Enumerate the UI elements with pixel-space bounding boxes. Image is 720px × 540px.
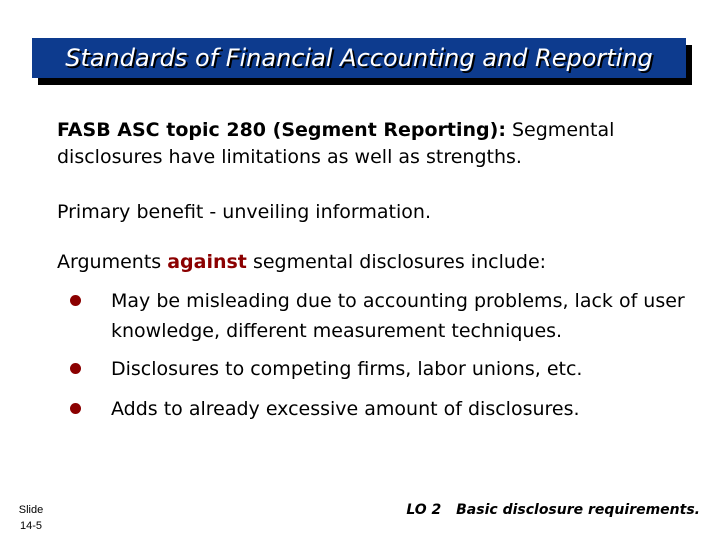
arguments-heading bbox=[57, 249, 546, 276]
bullet-item bbox=[70, 286, 691, 346]
slide-number-value: 14-5 bbox=[19, 520, 43, 532]
footer-learning-objective bbox=[406, 502, 700, 518]
bullet-text: Adds to already excessive amount of disclosures. bbox=[111, 398, 580, 420]
against-emphasis: against bbox=[167, 251, 247, 273]
arguments-suffix: segmental disclosures include: bbox=[252, 251, 547, 273]
bullet-dot-icon bbox=[70, 403, 81, 414]
slide-title: Standards of Financial Accounting and Reporting bbox=[65, 44, 653, 72]
intro-text: Segmental disclosures have limitations as well as strengths. bbox=[57, 119, 615, 168]
primary-benefit-text: Primary benefit - unveiling information. bbox=[57, 201, 431, 223]
bullet-item bbox=[70, 394, 691, 424]
intro-paragraph bbox=[57, 117, 677, 171]
bullet-text: Disclosures to competing firms, labor unions, etc. bbox=[111, 358, 583, 380]
title-banner bbox=[32, 38, 686, 78]
bullet-dot-icon bbox=[70, 363, 81, 374]
lo-topic: Basic disclosure requirements. bbox=[456, 502, 700, 518]
bullet-dot-icon bbox=[70, 295, 81, 306]
fasb-topic-label: FASB ASC topic 280 (Segment Reporting): bbox=[57, 119, 506, 141]
bullet-item bbox=[70, 354, 691, 384]
arguments-prefix: Arguments bbox=[57, 251, 162, 273]
bullet-text: May be misleading due to accounting problems, lack of user knowledge, different measurement techniques. bbox=[111, 290, 685, 342]
slide-number bbox=[14, 502, 48, 534]
lo-label: LO 2 bbox=[406, 502, 442, 518]
slide-label: Slide bbox=[18, 504, 44, 516]
